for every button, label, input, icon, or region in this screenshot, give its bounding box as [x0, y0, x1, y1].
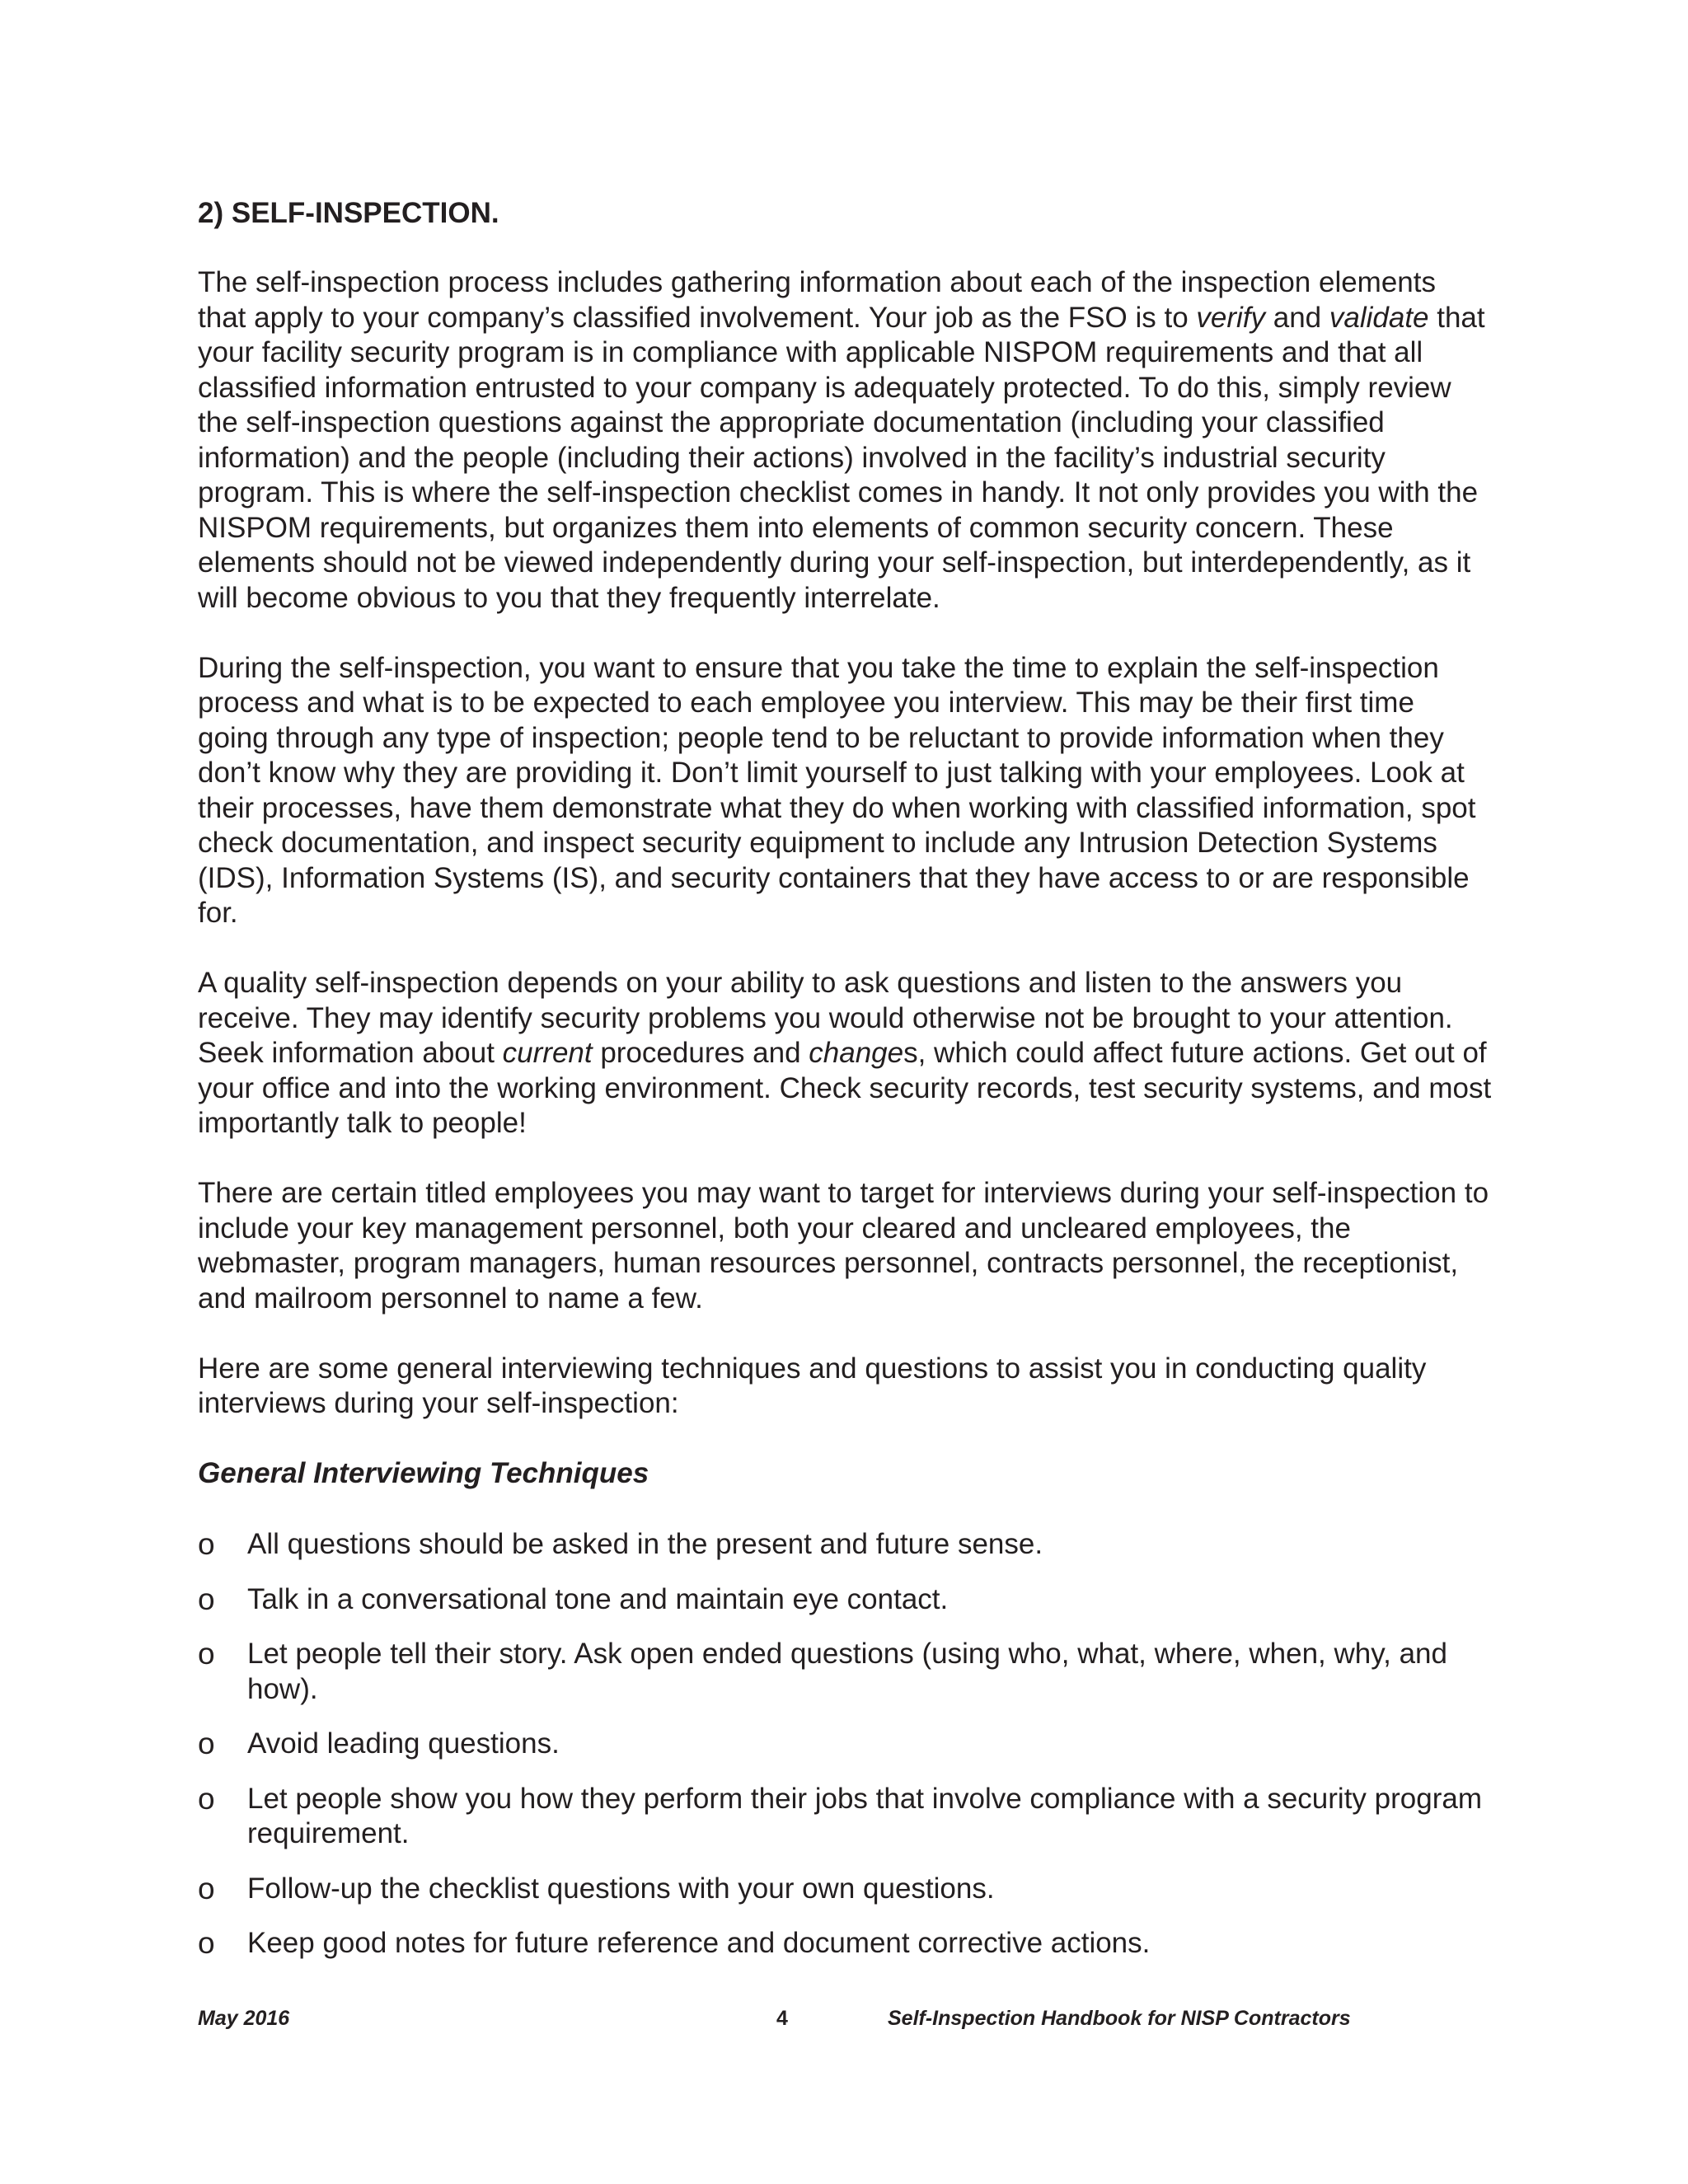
list-item-text: All questions should be asked in the present and future sense.: [247, 1528, 1043, 1560]
bullet-marker: o: [198, 1781, 215, 1816]
list-item: [198, 1926, 1492, 1961]
list-item: [198, 1727, 1492, 1762]
list-item: [198, 1782, 1492, 1852]
footer-document-title: Self-Inspection Handbook for NISP Contractors: [888, 2007, 1351, 2030]
subheading-techniques: General Interviewing Techniques: [198, 1457, 649, 1489]
list-item-text: Keep good notes for future reference and document corrective actions.: [247, 1927, 1151, 1959]
section-heading: 2) SELF-INSPECTION.: [198, 197, 499, 229]
bullet-marker: o: [198, 1727, 215, 1760]
paragraph-during-inspection: During the self-inspection, you want to ensure that you take the time to explain the self-inspection process and what is to be expected to each employee you interview. This may be their first time going through any type of inspection; people tend to be reluctant to provide information when they don’t know why they are providing it. Don’t limit yourself to just talking with your employees. Look at their processes, have them demonstrate what they do when working with classified information, spot check documentation, and inspect security equipment to include any Intrusion Detection Systems (IDS), Information Systems (IS), and security containers that they have access to or are responsible for.: [198, 651, 1476, 929]
list-item-text: Talk in a conversational tone and maintain eye contact.: [247, 1582, 949, 1615]
paragraph-text: procedures and: [592, 1037, 809, 1069]
paragraph-text: A quality self-inspection depends on your ability to ask questions and listen to the answers you receive. They may identify security problems you would otherwise not be brought to your attention. Seek information about: [198, 967, 1453, 1069]
list-item: [198, 1582, 1492, 1618]
bullet-marker: o: [198, 1871, 215, 1905]
bullet-marker: o: [198, 1926, 215, 1960]
paragraph-process-overview: [198, 265, 1492, 616]
list-item-text: Follow-up the checklist questions with your own questions.: [247, 1872, 995, 1905]
list-item: [198, 1872, 1492, 1907]
paragraph-target-employees: There are certain titled employees you may want to target for interviews during your self-inspection to include your key management personnel, both your cleared and uncleared employees, the webmaster, program managers, human resources personnel, contracts personnel, the receptionist, and mailroom personnel to name a few.: [198, 1177, 1489, 1315]
bullet-marker: o: [198, 1637, 215, 1671]
paragraph-text: The self-inspection process includes gathering information about each of the inspection elements that apply to your company’s classified involvement. Your job as the FSO is to: [198, 266, 1436, 334]
page-content: [198, 196, 1492, 1981]
paragraph-text: s, which could affect future actions. Get out of your office and into the working environment. Check security records, test security systems, and most importantly talk to people!: [198, 1037, 1492, 1139]
list-item: [198, 1637, 1492, 1707]
emphasis-verify: verify: [1196, 301, 1266, 334]
page-footer: [198, 2004, 1385, 2032]
list-item: [198, 1527, 1492, 1563]
paragraph-techniques-intro: Here are some general interviewing techniques and questions to assist you in conducting quality interviews during your self-inspection:: [198, 1352, 1427, 1419]
emphasis-change: change: [809, 1037, 904, 1069]
list-item-text: Let people show you how they perform their jobs that involve compliance with a security program requirement.: [247, 1782, 1482, 1849]
list-item-text: Avoid leading questions.: [247, 1727, 560, 1760]
paragraph-text: and: [1265, 301, 1329, 334]
emphasis-validate: validate: [1329, 301, 1429, 334]
paragraph-text: that your facility security program is in compliance with applicable NISPOM requirements and that all classified information entrusted to your company is adequately protected. To do this, simply review the self-inspection questions against the appropriate documentation (including your classified information) and the people (including their actions) involved in the facility’s industrial security program. This is where the self-inspection checklist comes in handy. It not only provides you with the NISPOM requirements, but organizes them into elements of common security concern. These elements should not be viewed independently during your self-inspection, but interdependently, as it will become obvious to you that they frequently interrelate.: [198, 301, 1485, 614]
bullet-marker: o: [198, 1527, 215, 1561]
emphasis-current: current: [502, 1037, 593, 1069]
list-item-text: Let people tell their story. Ask open ended questions (using who, what, where, when, why, and how).: [247, 1638, 1447, 1705]
paragraph-quality-inspection: [198, 966, 1492, 1141]
footer-page-number: 4: [776, 2007, 788, 2030]
footer-date: May 2016: [198, 2007, 290, 2030]
bullet-marker: o: [198, 1582, 215, 1616]
techniques-list: [198, 1527, 1492, 1961]
